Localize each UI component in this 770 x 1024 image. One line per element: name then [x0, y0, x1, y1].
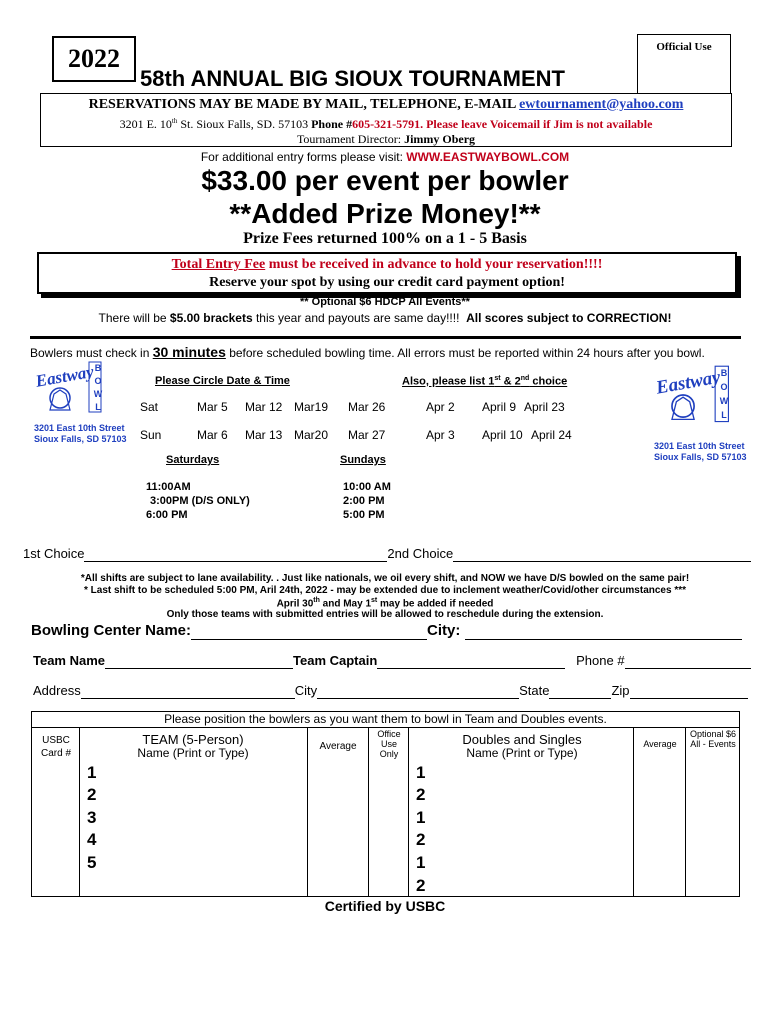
average-header: Average	[319, 741, 357, 752]
certified-by-usbc: Certified by USBC	[324, 898, 446, 914]
logo-address-1: 3201 East 10th Street	[34, 423, 125, 433]
ds-row-number: 1	[416, 808, 426, 827]
note-sup: st	[371, 597, 378, 604]
year-box: 2022	[52, 36, 136, 82]
bowling-center-row	[31, 622, 742, 640]
checkin-text-c: before scheduled bowling time. All errors must be reported within 24 hours after you bowl.	[225, 346, 705, 360]
address-field[interactable]	[81, 683, 295, 699]
brackets-line	[0, 311, 770, 325]
brackets-text-c: this year and payouts are same day!!!!	[252, 311, 460, 325]
team-captain-field[interactable]	[377, 653, 565, 669]
zip-label: Zip	[611, 683, 630, 698]
note-extra-dates	[0, 597, 770, 609]
note-text: may be added if needed	[377, 598, 494, 610]
date-option[interactable]: April 24	[531, 428, 572, 442]
date-option[interactable]: Mar 12	[245, 400, 283, 414]
correction-note: All scores subject to CORRECTION!	[466, 311, 672, 325]
director-label: Tournament Director:	[296, 132, 402, 146]
reservations-box	[40, 93, 732, 147]
entry-fee-line	[39, 257, 735, 273]
circle-date-label: Please Circle Date & Time	[155, 375, 290, 387]
bowling-center-label: Bowling Center Name:	[31, 622, 192, 639]
list-choice-sup: nd	[520, 375, 530, 382]
logo-letter: B	[94, 363, 102, 373]
team-row-number: 1	[87, 763, 97, 782]
logo-letter: W	[93, 389, 103, 399]
center-city-label: City:	[427, 622, 461, 639]
second-choice-label: 2nd Choice	[387, 546, 454, 561]
reservations-text: RESERVATIONS MAY BE MADE BY MAIL, TELEPHONE, E-MAIL	[88, 97, 516, 112]
date-option[interactable]: Mar19	[294, 400, 329, 414]
column-divider	[368, 727, 369, 897]
sat-label: Sat	[140, 400, 159, 414]
logo-letter: O	[720, 382, 728, 392]
phone-field[interactable]	[625, 653, 751, 669]
credit-card-line: Reserve your spot by using our credit card payment option!	[209, 275, 565, 290]
city-field[interactable]	[317, 683, 519, 699]
hdcp-line: ** Optional $6 HDCP All Events**	[300, 296, 470, 308]
logo-letters	[92, 362, 104, 414]
address-line	[41, 117, 731, 132]
ds-row-number: 2	[416, 785, 426, 804]
date-option[interactable]: Mar 26	[348, 400, 386, 414]
date-option[interactable]: Mar20	[294, 428, 329, 442]
team-name-header: Name (Print or Type)	[137, 746, 249, 760]
date-option[interactable]: Mar 13	[245, 428, 283, 442]
fee-headline: $33.00 per event per bowler	[201, 165, 569, 196]
logo-address-1: 3201 East 10th Street	[654, 441, 745, 451]
director-line	[41, 132, 731, 147]
first-choice-field[interactable]	[84, 546, 387, 562]
address-text-b: St. Sioux Falls, SD. 57103	[177, 117, 309, 131]
time-option[interactable]: 6:00 PM	[146, 509, 188, 521]
list-choice-label	[402, 375, 567, 388]
average-header-2: Average	[643, 739, 677, 749]
roster-instruction: Please position the bowlers as you want them to bowl in Team and Doubles events.	[164, 712, 607, 726]
team-name-label: Team Name	[33, 653, 106, 668]
team-row-number: 3	[87, 808, 97, 827]
logo-letter: L	[721, 410, 727, 420]
center-city-field[interactable]	[465, 622, 742, 640]
official-use-box: Official Use	[637, 34, 731, 94]
divider	[30, 336, 741, 339]
date-option[interactable]: Apr 3	[426, 428, 455, 442]
note-reschedule: Only those teams with submitted entries will be allowed to reschedule during the extension.	[166, 609, 604, 620]
first-choice-row	[23, 546, 751, 562]
address-text-a: 3201 E. 10	[119, 117, 172, 131]
note-sup: th	[313, 597, 320, 604]
time-option[interactable]: 2:00 PM	[343, 495, 385, 507]
total-entry-fee-label: Total Entry Fee	[171, 257, 266, 272]
team-row-number: 5	[87, 853, 97, 872]
optional-events-header: Optional $6 All - Events	[689, 729, 737, 749]
date-option[interactable]: April 23	[524, 400, 565, 414]
time-option[interactable]: 10:00 AM	[343, 481, 391, 493]
eastway-logo-right	[654, 364, 747, 463]
city-label: City	[294, 683, 318, 698]
entry-fee-text: must be received in advance to hold your reservation!!!!	[265, 257, 603, 272]
ds-row-number: 1	[416, 853, 426, 872]
date-option[interactable]: Apr 2	[426, 400, 455, 414]
note-last-shift: * Last shift to be scheduled 5:00 PM, Aril 24th, 2022 - may be extended due to inclement weather/Covid/other circumstances ***	[83, 585, 687, 596]
logo-address-2: Sioux Falls, SD 57103	[34, 434, 127, 444]
time-option[interactable]: 5:00 PM	[343, 509, 385, 521]
first-choice-label: 1st Choice	[23, 546, 85, 561]
row-divider	[32, 727, 739, 728]
prize-fees-line: Prize Fees returned 100% on a 1 - 5 Basis	[243, 230, 527, 247]
usbc-card-header: USBC Card #	[40, 735, 71, 759]
date-option[interactable]: April 10	[482, 428, 523, 442]
address-row	[33, 683, 748, 699]
column-divider	[685, 727, 686, 897]
logo-address-2: Sioux Falls, SD 57103	[654, 452, 747, 462]
note-lane-availability: *All shifts are subject to lane availability. . Just like nationals, we oil every shift, and NOW we have D/S bowled on the same pair!	[80, 573, 690, 584]
date-option[interactable]: Mar 5	[197, 400, 228, 414]
team-name-field[interactable]	[105, 653, 293, 669]
brackets-text-a: There will be	[98, 311, 170, 325]
logo-letter: L	[95, 402, 101, 412]
date-option[interactable]: April 9	[482, 400, 517, 414]
list-choice-sup: st	[494, 375, 501, 382]
state-label: State	[519, 683, 550, 698]
column-divider	[408, 727, 409, 897]
logo-letter: B	[720, 368, 728, 378]
ds-name-header: Name (Print or Type)	[466, 746, 578, 760]
team-row-number: 2	[87, 785, 97, 804]
zip-field[interactable]	[630, 683, 748, 699]
roster-table	[31, 711, 740, 897]
eastway-logo-left	[34, 360, 127, 445]
sundays-label: Sundays	[340, 454, 386, 466]
sun-label: Sun	[140, 428, 162, 442]
reservations-line	[41, 97, 731, 113]
ds-row-number: 2	[416, 876, 426, 895]
team-header: TEAM (5-Person)	[142, 732, 244, 747]
checkin-text-a: Bowlers must check in	[30, 346, 153, 360]
list-choice-text: choice	[529, 375, 568, 388]
added-prize-headline: **Added Prize Money!**	[229, 198, 541, 229]
forms-text: For additional entry forms please visit:	[200, 150, 403, 164]
column-divider	[633, 727, 634, 897]
logo-letter: O	[94, 376, 102, 386]
logo-letters	[718, 366, 730, 422]
date-option[interactable]: Mar 27	[348, 428, 386, 442]
column-divider	[79, 727, 80, 897]
address-label: Address	[33, 683, 81, 698]
logo-letter: W	[719, 396, 729, 406]
entry-fee-box	[37, 252, 737, 294]
state-field[interactable]	[549, 683, 611, 699]
team-row-number: 4	[87, 830, 97, 849]
note-text: April 30	[276, 598, 314, 610]
page-title: 58th ANNUAL BIG SIOUX TOURNAMENT	[140, 66, 565, 91]
team-captain-label: Team Captain	[293, 653, 378, 668]
brackets-amount: $5.00 brackets	[169, 311, 253, 325]
bowling-center-field[interactable]	[191, 622, 427, 640]
director-name: Jimmy Oberg	[404, 132, 476, 146]
column-divider	[307, 727, 308, 897]
svg-text:Eastway: Eastway	[654, 366, 723, 399]
checkin-line	[30, 344, 760, 360]
email-link[interactable]: ewtournament@yahoo.com	[519, 97, 684, 112]
ds-row-number: 1	[416, 763, 426, 782]
date-option[interactable]: Mar 6	[197, 428, 228, 442]
list-choice-text: Also, please list 1	[402, 375, 495, 388]
saturdays-label: Saturdays	[166, 454, 220, 466]
doubles-singles-header: Doubles and Singles	[462, 732, 582, 747]
svg-text:Eastway: Eastway	[34, 361, 96, 391]
time-option[interactable]: 3:00PM (D/S ONLY)	[150, 495, 250, 507]
checkin-minutes: 30 minutes	[152, 344, 226, 360]
time-option[interactable]: 11:00AM	[146, 481, 191, 493]
note-text: and May 1	[319, 598, 372, 610]
website-link[interactable]: WWW.EASTWAYBOWL.COM	[406, 150, 570, 164]
team-row	[33, 653, 751, 669]
forms-line	[0, 150, 770, 164]
phone-label: Phone #	[308, 117, 353, 131]
phone-field-label: Phone #	[576, 653, 625, 668]
office-use-header: Office Use Only	[377, 729, 401, 759]
second-choice-field[interactable]	[453, 546, 751, 562]
phone-note: 605-321-5791. Please leave Voicemail if Jim is not available	[352, 117, 653, 131]
ds-row-number: 2	[416, 830, 426, 849]
list-choice-text: & 2	[500, 375, 521, 388]
address-sup: th	[171, 117, 178, 125]
